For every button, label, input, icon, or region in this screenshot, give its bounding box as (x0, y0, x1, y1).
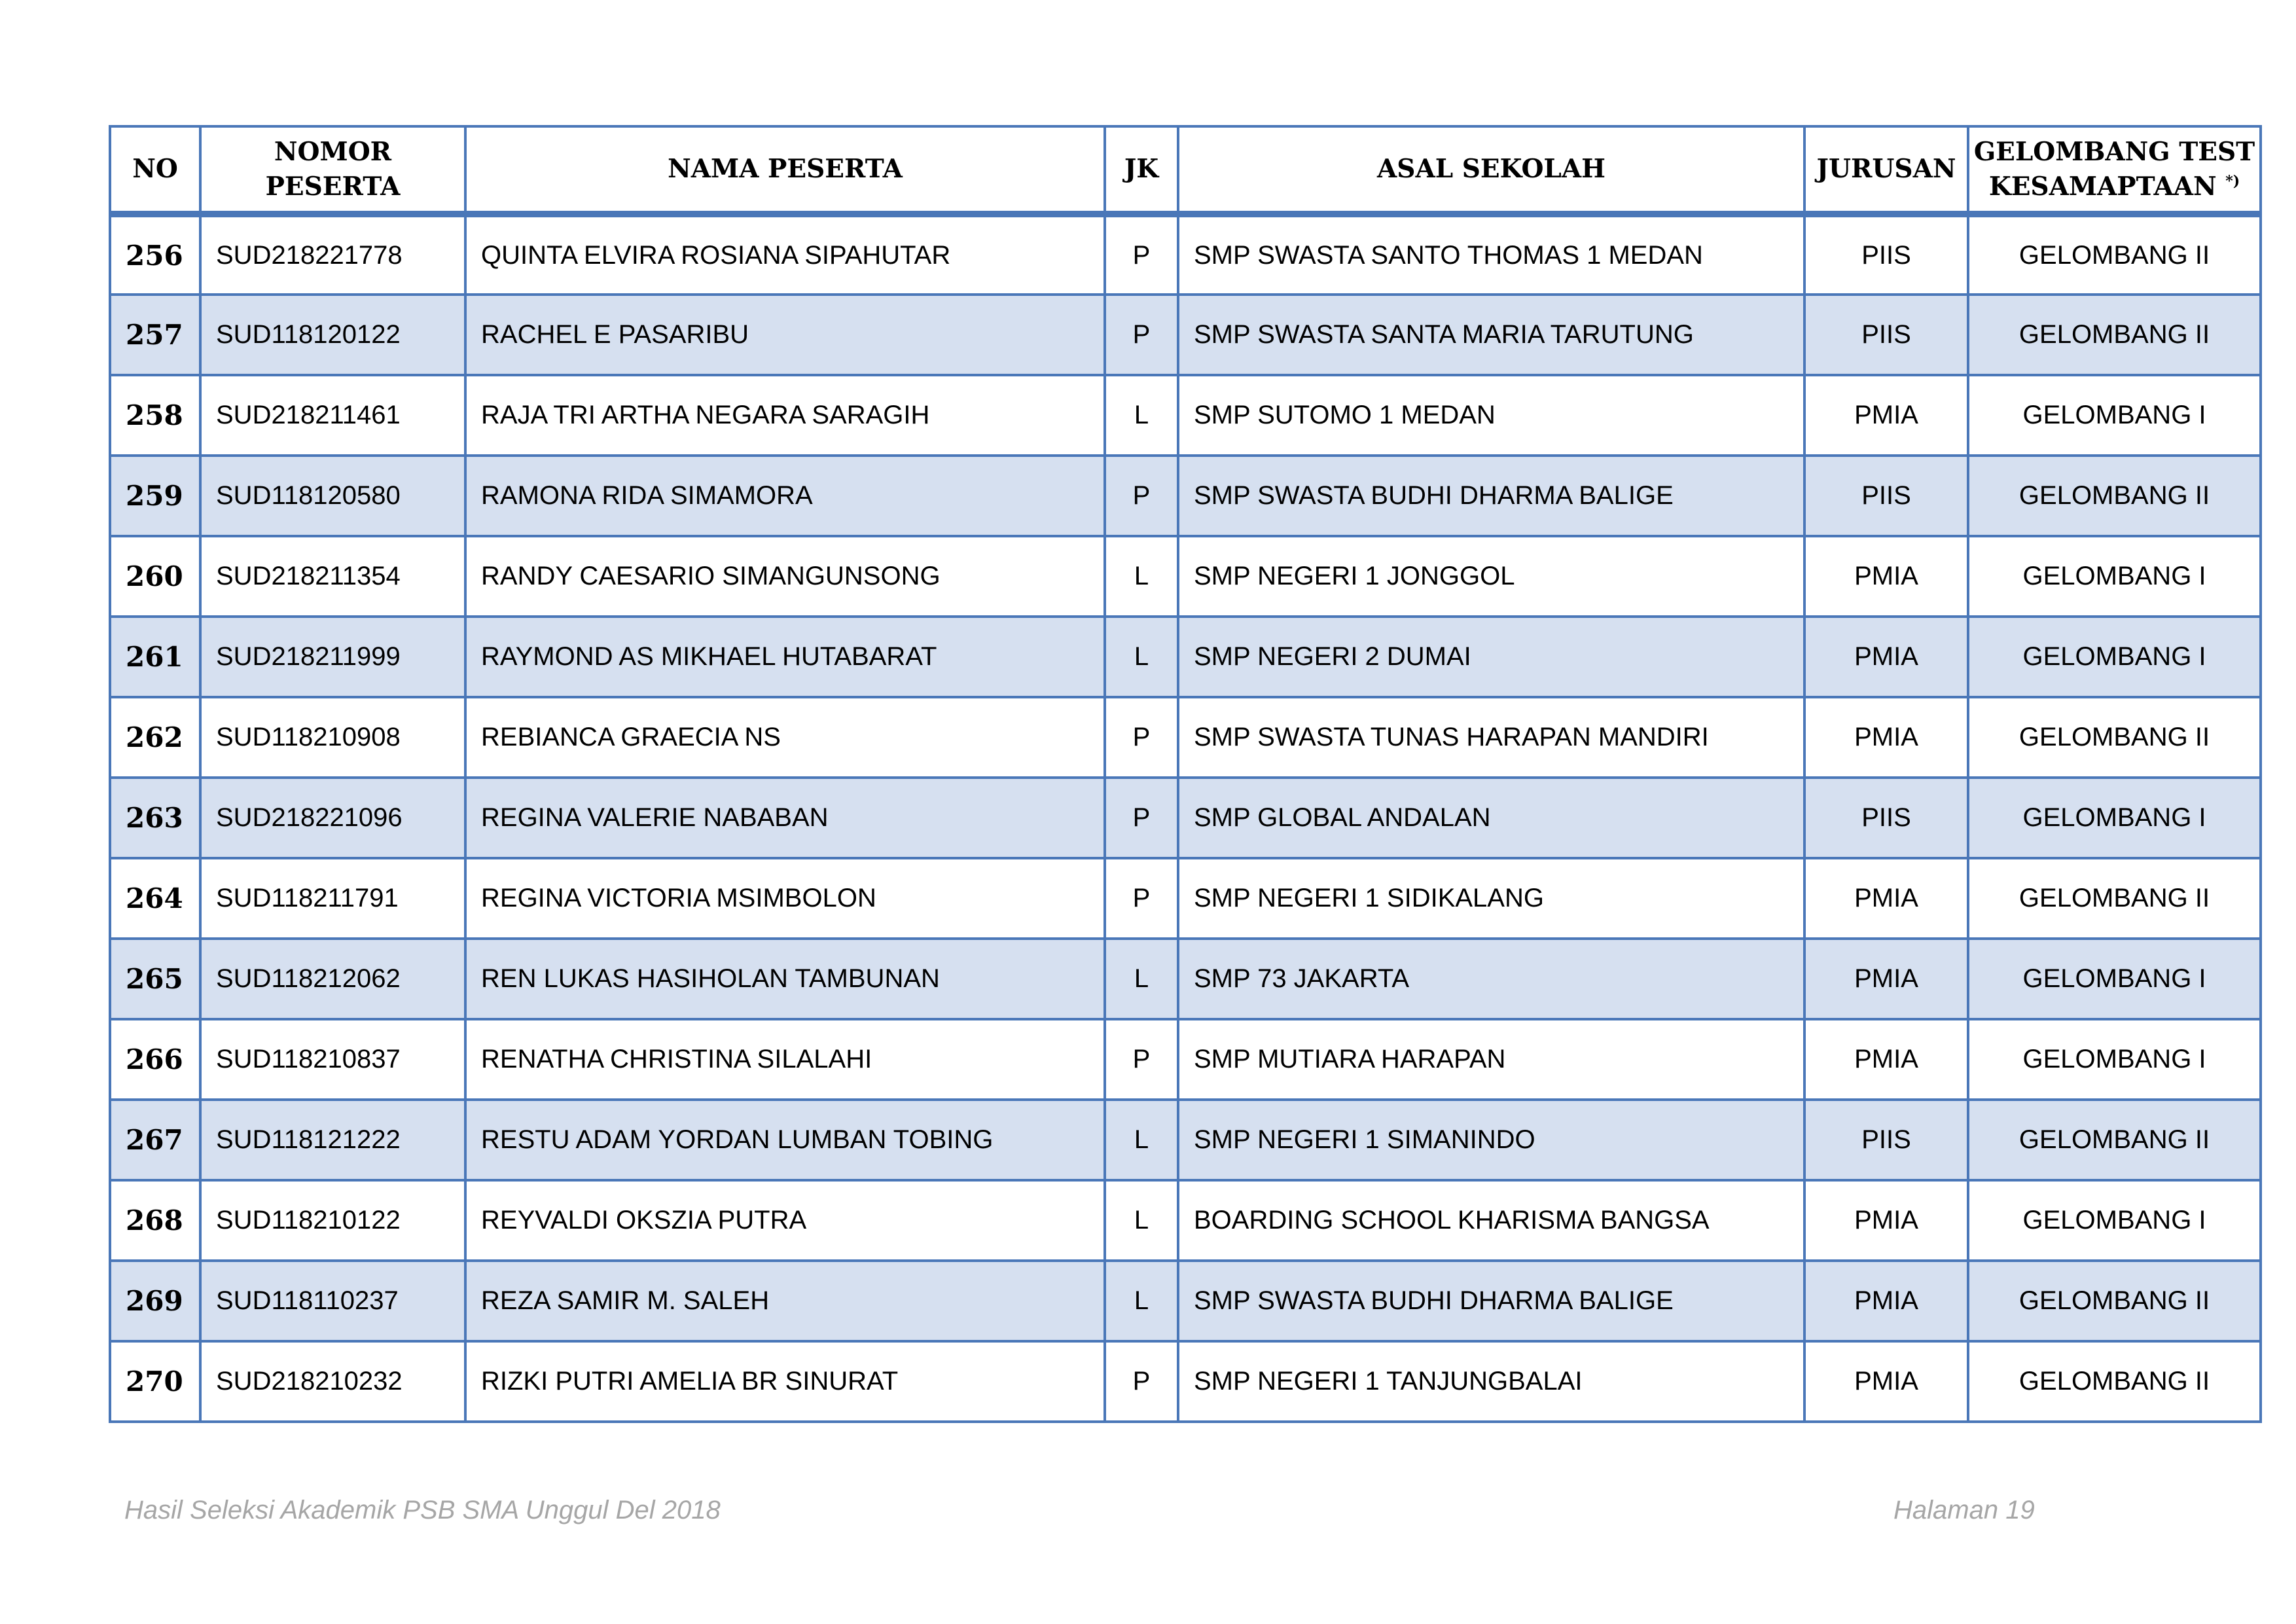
cell-no: 270 (110, 1341, 200, 1422)
header-asal-sekolah: ASAL SEKOLAH (1178, 126, 1804, 214)
cell-jurusan: PIIS (1804, 456, 1968, 536)
cell-gelombang: GELOMBANG I (1968, 778, 2261, 858)
cell-gelombang: GELOMBANG I (1968, 375, 2261, 456)
cell-gelombang: GELOMBANG I (1968, 1019, 2261, 1100)
cell-nomor-peserta: SUD218210232 (200, 1341, 465, 1422)
cell-asal-sekolah: SMP NEGERI 1 SIMANINDO (1178, 1100, 1804, 1180)
header-nomor-line1: NOMOR (274, 136, 392, 167)
cell-gelombang: GELOMBANG II (1968, 858, 2261, 939)
cell-nomor-peserta: SUD118211791 (200, 858, 465, 939)
cell-gelombang: GELOMBANG I (1968, 939, 2261, 1019)
cell-asal-sekolah: SMP SWASTA BUDHI DHARMA BALIGE (1178, 1261, 1804, 1341)
cell-nama-peserta: REBIANCA GRAECIA NS (465, 697, 1105, 778)
results-table (109, 125, 2262, 1423)
cell-jk: L (1105, 375, 1178, 456)
cell-gelombang: GELOMBANG II (1968, 1341, 2261, 1422)
cell-nomor-peserta: SUD118110237 (200, 1261, 465, 1341)
cell-jurusan: PMIA (1804, 1261, 1968, 1341)
cell-jurusan: PIIS (1804, 1100, 1968, 1180)
cell-no: 263 (110, 778, 200, 858)
cell-gelombang: GELOMBANG I (1968, 1180, 2261, 1261)
cell-gelombang: GELOMBANG I (1968, 536, 2261, 617)
cell-nomor-peserta: SUD118210122 (200, 1180, 465, 1261)
table-row (110, 1019, 2261, 1100)
cell-gelombang: GELOMBANG I (1968, 617, 2261, 697)
header-no: NO (110, 126, 200, 214)
cell-no: 262 (110, 697, 200, 778)
cell-jk: L (1105, 617, 1178, 697)
cell-jk: P (1105, 295, 1178, 375)
cell-jk: L (1105, 1100, 1178, 1180)
header-gelombang-test (1968, 126, 2261, 214)
cell-no: 257 (110, 295, 200, 375)
footer-page-number: Halaman 19 (1893, 1496, 2035, 1525)
cell-asal-sekolah: SMP NEGERI 2 DUMAI (1178, 617, 1804, 697)
cell-nama-peserta: RAJA TRI ARTHA NEGARA SARAGIH (465, 375, 1105, 456)
cell-jk: P (1105, 858, 1178, 939)
cell-nomor-peserta: SUD118120580 (200, 456, 465, 536)
header-nomor-peserta (200, 126, 465, 214)
table-row (110, 536, 2261, 617)
cell-no: 260 (110, 536, 200, 617)
cell-jurusan: PIIS (1804, 214, 1968, 295)
cell-asal-sekolah: SMP SWASTA SANTA MARIA TARUTUNG (1178, 295, 1804, 375)
cell-asal-sekolah: SMP SUTOMO 1 MEDAN (1178, 375, 1804, 456)
header-jk: JK (1105, 126, 1178, 214)
cell-jurusan: PMIA (1804, 1019, 1968, 1100)
table-row (110, 1100, 2261, 1180)
cell-nomor-peserta: SUD218211354 (200, 536, 465, 617)
cell-jurusan: PMIA (1804, 536, 1968, 617)
cell-jurusan: PMIA (1804, 939, 1968, 1019)
cell-asal-sekolah: SMP MUTIARA HARAPAN (1178, 1019, 1804, 1100)
table-row (110, 214, 2261, 295)
cell-jk: P (1105, 1019, 1178, 1100)
cell-nama-peserta: RANDY CAESARIO SIMANGUNSONG (465, 536, 1105, 617)
cell-no: 269 (110, 1261, 200, 1341)
cell-no: 267 (110, 1100, 200, 1180)
cell-nama-peserta: REGINA VICTORIA MSIMBOLON (465, 858, 1105, 939)
header-gelombang-line1: GELOMBANG TEST (1973, 136, 2255, 167)
cell-asal-sekolah: SMP NEGERI 1 SIDIKALANG (1178, 858, 1804, 939)
cell-asal-sekolah: BOARDING SCHOOL KHARISMA BANGSA (1178, 1180, 1804, 1261)
table-row (110, 375, 2261, 456)
table-row (110, 778, 2261, 858)
header-nomor-line2: PESERTA (265, 171, 401, 202)
table-row (110, 1180, 2261, 1261)
cell-jk: P (1105, 697, 1178, 778)
cell-jk: L (1105, 536, 1178, 617)
cell-jk: P (1105, 214, 1178, 295)
cell-nomor-peserta: SUD218221778 (200, 214, 465, 295)
cell-jurusan: PMIA (1804, 858, 1968, 939)
cell-nama-peserta: REZA SAMIR M. SALEH (465, 1261, 1105, 1341)
header-nama-peserta: NAMA PESERTA (465, 126, 1105, 214)
cell-jurusan: PMIA (1804, 1180, 1968, 1261)
cell-asal-sekolah: SMP GLOBAL ANDALAN (1178, 778, 1804, 858)
cell-gelombang: GELOMBANG II (1968, 456, 2261, 536)
cell-jk: P (1105, 456, 1178, 536)
footer-document-title: Hasil Seleksi Akademik PSB SMA Unggul Del 2018 (124, 1496, 721, 1525)
table-row (110, 1341, 2261, 1422)
table-row (110, 295, 2261, 375)
cell-jk: P (1105, 778, 1178, 858)
cell-nama-peserta: RAYMOND AS MIKHAEL HUTABARAT (465, 617, 1105, 697)
cell-nama-peserta: RAMONA RIDA SIMAMORA (465, 456, 1105, 536)
cell-no: 261 (110, 617, 200, 697)
cell-nama-peserta: RENATHA CHRISTINA SILALAHI (465, 1019, 1105, 1100)
cell-jk: L (1105, 1261, 1178, 1341)
table-row (110, 697, 2261, 778)
cell-nama-peserta: REN LUKAS HASIHOLAN TAMBUNAN (465, 939, 1105, 1019)
cell-nomor-peserta: SUD118210837 (200, 1019, 465, 1100)
cell-jk: L (1105, 1180, 1178, 1261)
cell-jurusan: PMIA (1804, 375, 1968, 456)
cell-asal-sekolah: SMP SWASTA SANTO THOMAS 1 MEDAN (1178, 214, 1804, 295)
cell-jurusan: PIIS (1804, 295, 1968, 375)
table-body (110, 214, 2261, 1422)
cell-nama-peserta: REYVALDI OKSZIA PUTRA (465, 1180, 1105, 1261)
cell-nomor-peserta: SUD118121222 (200, 1100, 465, 1180)
cell-nomor-peserta: SUD118210908 (200, 697, 465, 778)
cell-jurusan: PMIA (1804, 617, 1968, 697)
header-gelombang-line2 (1969, 170, 2259, 204)
cell-no: 264 (110, 858, 200, 939)
header-row (110, 126, 2261, 214)
cell-no: 265 (110, 939, 200, 1019)
cell-asal-sekolah: SMP SWASTA BUDHI DHARMA BALIGE (1178, 456, 1804, 536)
cell-nomor-peserta: SUD218221096 (200, 778, 465, 858)
cell-gelombang: GELOMBANG II (1968, 697, 2261, 778)
cell-nama-peserta: QUINTA ELVIRA ROSIANA SIPAHUTAR (465, 214, 1105, 295)
cell-nama-peserta: RACHEL E PASARIBU (465, 295, 1105, 375)
header-jurusan: JURUSAN (1804, 126, 1968, 214)
cell-gelombang: GELOMBANG II (1968, 1261, 2261, 1341)
table-row (110, 939, 2261, 1019)
cell-gelombang: GELOMBANG II (1968, 1100, 2261, 1180)
cell-nama-peserta: REGINA VALERIE NABABAN (465, 778, 1105, 858)
cell-nomor-peserta: SUD218211999 (200, 617, 465, 697)
cell-no: 258 (110, 375, 200, 456)
table-row (110, 456, 2261, 536)
cell-jurusan: PIIS (1804, 778, 1968, 858)
cell-no: 266 (110, 1019, 200, 1100)
cell-jurusan: PMIA (1804, 697, 1968, 778)
cell-no: 256 (110, 214, 200, 295)
cell-nama-peserta: RIZKI PUTRI AMELIA BR SINURAT (465, 1341, 1105, 1422)
cell-asal-sekolah: SMP NEGERI 1 JONGGOL (1178, 536, 1804, 617)
cell-jurusan: PMIA (1804, 1341, 1968, 1422)
table-row (110, 617, 2261, 697)
cell-nomor-peserta: SUD118120122 (200, 295, 465, 375)
table-row (110, 1261, 2261, 1341)
cell-nomor-peserta: SUD218211461 (200, 375, 465, 456)
cell-jk: L (1105, 939, 1178, 1019)
cell-nomor-peserta: SUD118212062 (200, 939, 465, 1019)
cell-nama-peserta: RESTU ADAM YORDAN LUMBAN TOBING (465, 1100, 1105, 1180)
cell-gelombang: GELOMBANG II (1968, 295, 2261, 375)
cell-gelombang: GELOMBANG II (1968, 214, 2261, 295)
cell-no: 259 (110, 456, 200, 536)
cell-asal-sekolah: SMP SWASTA TUNAS HARAPAN MANDIRI (1178, 697, 1804, 778)
cell-asal-sekolah: SMP 73 JAKARTA (1178, 939, 1804, 1019)
table-header (110, 126, 2261, 214)
cell-jk: P (1105, 1341, 1178, 1422)
table-row (110, 858, 2261, 939)
header-gelombang-label: KESAMAPTAAN (1988, 171, 2217, 202)
cell-no: 268 (110, 1180, 200, 1261)
cell-asal-sekolah: SMP NEGERI 1 TANJUNGBALAI (1178, 1341, 1804, 1422)
header-gelombang-footnote: *) (2225, 172, 2240, 190)
